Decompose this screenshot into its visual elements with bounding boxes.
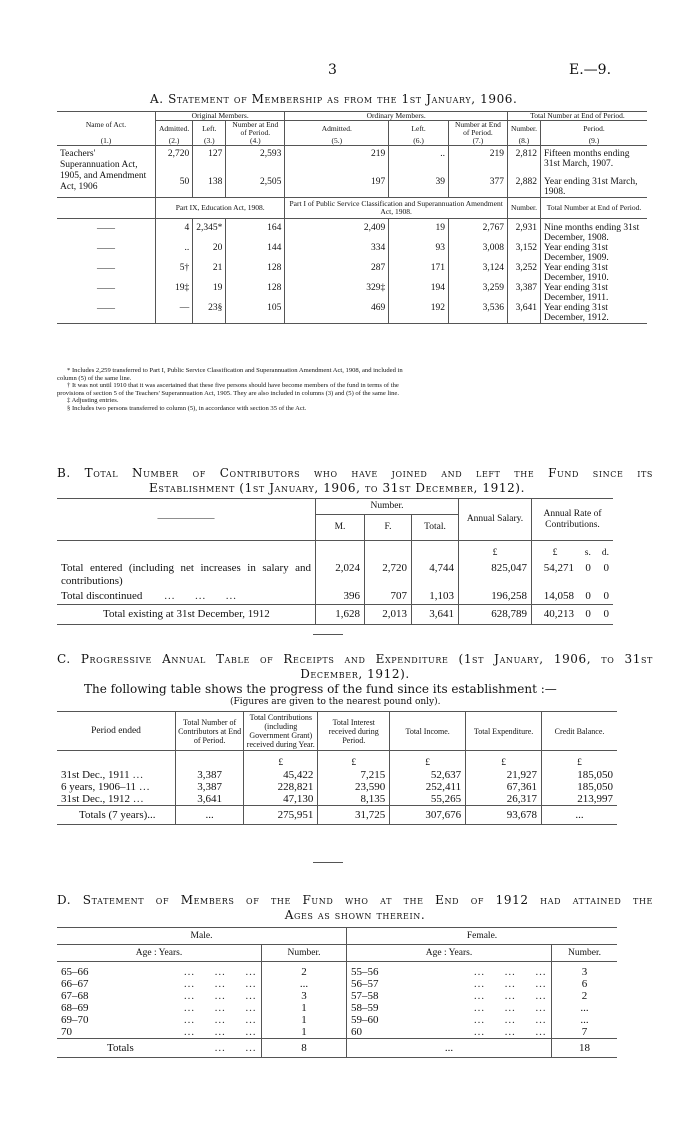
table-row [57, 303, 647, 324]
cell: .. [389, 146, 449, 170]
contributors-table [57, 498, 613, 625]
cell-period: Year ending 31st December, 1910. [541, 263, 648, 283]
age-cell: 56–57 [351, 978, 379, 990]
hdr-expenditure: Total Expenditure. [466, 712, 542, 751]
section-d-title-line2: Ages as shown therein. [284, 908, 426, 922]
cell: 8,135 [318, 793, 390, 806]
cell: 4,744 [412, 561, 459, 589]
row-label: Total existing at 31st December, 1912 [103, 608, 270, 620]
cell: 228,821 [244, 781, 318, 793]
age-cell: 67–68 [61, 990, 89, 1002]
separator-rule [313, 862, 343, 863]
cell: 2,767 [448, 219, 507, 244]
section-d-title-line1: D. Statement of Members of the Fund who at the End of 1912 had attained the [57, 893, 653, 907]
cell: 707 [365, 589, 412, 605]
cell: 5† [156, 263, 193, 283]
cell: 19‡ [156, 283, 193, 303]
cell: 252,411 [390, 781, 466, 793]
section-c-title-line2: December, 1912). [300, 667, 410, 681]
unit-s: s. [584, 548, 591, 558]
cell: 50 [156, 169, 193, 198]
cell: 3,387 [507, 283, 540, 303]
hdr-m: M. [316, 515, 365, 541]
age-cell: 65–66 [61, 966, 89, 978]
cell: 3,641 [176, 793, 244, 806]
hdr-part-ix: Part IX, Education Act, 1908. [156, 198, 285, 219]
cell: 52,637 [390, 769, 466, 781]
cell: 2 [552, 990, 618, 1002]
footnote: † It was not until 1910 that it was ascertained that these five persons should have become members of the fund in terms of the [67, 382, 399, 390]
hdr-number: Number. [262, 945, 347, 962]
age-cell: 55–56 [351, 966, 379, 978]
cell: 334 [285, 243, 389, 263]
col-name-of-act: Name of Act. [85, 119, 127, 129]
receipts-table [57, 711, 617, 825]
hdr-total: Total. [412, 515, 459, 541]
cell: 2 [262, 962, 347, 979]
cell: 93 [389, 243, 449, 263]
table-row: 66–67 … … … ... 56–57 … … … 6 [57, 978, 617, 990]
section-b-title [57, 466, 653, 496]
table-row [57, 793, 617, 806]
cell: 26,317 [466, 793, 542, 806]
cell: 307,676 [390, 806, 466, 825]
separator-rule [313, 634, 343, 635]
col-index: (7.) [448, 137, 507, 146]
cell: 0 [603, 562, 609, 574]
cell: —— [97, 223, 115, 233]
section-d-title [57, 893, 653, 923]
cell: 4 [156, 219, 193, 244]
cell: 144 [226, 243, 285, 263]
cell: 19 [193, 283, 226, 303]
unit-pound: £ [244, 751, 318, 770]
hdr-rate: Annual Rate of Contributions. [532, 499, 614, 541]
cell: 825,047 [459, 561, 532, 589]
col-index: (8.) [507, 137, 540, 146]
table-row: 68–69 … … … 1 58–59 … … … ... [57, 1002, 617, 1014]
cell: 0 [603, 590, 609, 602]
cell: 128 [226, 263, 285, 283]
cell: 185,050 [542, 781, 617, 793]
cell: 185,050 [542, 769, 617, 781]
col-index: (9.) [541, 137, 648, 146]
cell: .. [156, 243, 193, 263]
hdr-number-end: Number at End of Period. [226, 121, 285, 138]
cell: 1 [262, 1026, 347, 1039]
hdr-contributors: Total Number of Contributors at End of Period. [176, 712, 244, 751]
cell-period: Year ending 31st December, 1912. [541, 303, 648, 324]
cell: 329‡ [285, 283, 389, 303]
cell-period: Nine months ending 31st December, 1908. [541, 219, 648, 244]
row-label: 6 years, 1906–11 … [61, 781, 151, 793]
footnote: § Includes two persons transferred to column (5), in accordance with section 35 of the Act. [67, 404, 307, 412]
hdr-f: F. [365, 515, 412, 541]
hdr-number: Number. [316, 499, 459, 515]
cell: 469 [285, 303, 389, 324]
cell: 396 [316, 589, 365, 605]
col-total-end: Total Number at End of Period. [507, 112, 647, 121]
row-label: Totals (7 years)... [79, 809, 156, 821]
cell: 3,252 [507, 263, 540, 283]
cell: —— [97, 263, 115, 273]
footnote: * Includes 2,259 transferred to Part I, Public Service Classification and Superannuation Amendment Act, 1908, and included in [67, 367, 403, 374]
cell: 194 [389, 283, 449, 303]
table-row [57, 243, 647, 263]
cell: 19 [389, 219, 449, 244]
unit-d: d. [601, 548, 609, 558]
cell: 2,812 [507, 146, 540, 170]
cell-period: Year ending 31st December, 1911. [541, 283, 648, 303]
cell: 14,058 [532, 589, 578, 605]
placeholder-dash: —————— [157, 514, 215, 524]
cell: 20 [193, 243, 226, 263]
cell: 128 [226, 283, 285, 303]
col-index: (2.) [156, 137, 193, 146]
col-original-members: Original Members. [156, 112, 285, 121]
age-cell: 68–69 [61, 1002, 89, 1014]
table-row [57, 146, 647, 170]
hdr-interest: Total Interest received during Period. [318, 712, 390, 751]
cell: 18 [552, 1039, 618, 1058]
cell: 3,152 [507, 243, 540, 263]
cell: 127 [193, 146, 226, 170]
section-c-title [57, 652, 653, 682]
page-number: 3 [328, 62, 337, 78]
cell: ... [176, 806, 244, 825]
age-cell: 70 [61, 1026, 72, 1038]
cell: 2,720 [156, 146, 193, 170]
table-row [57, 283, 647, 303]
cell: —— [97, 303, 115, 313]
hdr-credit: Credit Balance. [542, 712, 617, 751]
hdr-number-end: Number at End of Period. [448, 121, 507, 138]
cell: 3 [262, 990, 347, 1002]
cell: 138 [193, 169, 226, 198]
cell: 21 [193, 263, 226, 283]
col-index: (3.) [193, 137, 226, 146]
cell: 219 [448, 146, 507, 170]
section-a-title: A. Statement of Membership as from the 1st January, 1906. [150, 92, 518, 106]
table-row [57, 561, 613, 589]
intro-text: The following table shows the progress of the fund since its establishment :— [84, 682, 557, 696]
cell: 164 [226, 219, 285, 244]
col-ordinary-members: Ordinary Members. [285, 112, 508, 121]
cell: 1 [262, 1002, 347, 1014]
cell: 8 [262, 1039, 347, 1058]
table-row: 65–66 … … … 2 55–56 … … … 3 [57, 962, 617, 979]
cell: 2,024 [316, 561, 365, 589]
table-row: 70 … … … 1 60 … … … 7 [57, 1026, 617, 1039]
section-b-title-line2: Establishment (1st January, 1906, to 31st December, 1912). [149, 481, 525, 495]
hdr-left: Left. [389, 121, 449, 138]
hdr-age: Age : Years. [135, 948, 183, 958]
cell: 3,387 [176, 781, 244, 793]
table-row: 67–68 … … … 3 57–58 … … … 2 [57, 990, 617, 1002]
cell: 23§ [193, 303, 226, 324]
section-b-title-line1: B. Total Number of Contributors who have joined and left the Fund since its [57, 466, 653, 480]
cell: 55,265 [390, 793, 466, 806]
cell: 3,641 [412, 605, 459, 625]
cell: 377 [448, 169, 507, 198]
age-cell: 66–67 [61, 978, 89, 990]
section-c-title-line1: C. Progressive Annual Table of Receipts and Expenditure (1st January, 1906, to 31st [57, 652, 653, 666]
ages-table [57, 927, 617, 1058]
hdr-left: Left. [193, 121, 226, 138]
cell: 2,345* [193, 219, 226, 244]
cell: 3,124 [448, 263, 507, 283]
unit-pound: £ [390, 751, 466, 770]
cell: 2,931 [507, 219, 540, 244]
hdr-female: Female. [347, 928, 618, 945]
col-index: (1.) [100, 136, 112, 145]
cell: 47,130 [244, 793, 318, 806]
cell: 171 [389, 263, 449, 283]
cell: 2,013 [365, 605, 412, 625]
col-index: (4.) [226, 137, 285, 146]
cell: 197 [285, 169, 389, 198]
table-row: 69–70 … … … 1 59–60 … … … ... [57, 1014, 617, 1026]
cell: 45,422 [244, 769, 318, 781]
row-label: Total discontinued … … … [61, 590, 238, 602]
cell: 67,361 [466, 781, 542, 793]
cell: 54,271 [532, 561, 578, 589]
cell: 213,997 [542, 793, 617, 806]
cell: 2,505 [226, 169, 285, 198]
row-label: Total entered (including net increases in salary and contributions) [61, 562, 311, 587]
hdr-contributions: Total Contributions (including Government Grant) received during Year. [244, 712, 318, 751]
cell: 628,789 [459, 605, 532, 625]
cell-period: Year ending 31st December, 1909. [541, 243, 648, 263]
table-row [57, 263, 647, 283]
unit-pound: £ [466, 751, 542, 770]
age-cell: 60 [351, 1026, 362, 1038]
cell: 192 [389, 303, 449, 324]
cell: 2,409 [285, 219, 389, 244]
cell: 196,258 [459, 589, 532, 605]
cell: 93,678 [466, 806, 542, 825]
cell: 3 [552, 962, 618, 979]
cell: 3,259 [448, 283, 507, 303]
unit-pound: £ [542, 751, 617, 770]
membership-table [57, 111, 647, 324]
page-reference: E.—9. [569, 62, 612, 78]
cell: —— [97, 243, 115, 253]
age-cell: 59–60 [351, 1014, 379, 1026]
cell: 1,103 [412, 589, 459, 605]
footnote: column (5) of the same line. [57, 374, 132, 382]
age-cell: 58–59 [351, 1002, 379, 1014]
hdr-number: Number. [507, 121, 540, 138]
cell-period: Fifteen months ending 31st March, 1907. [541, 146, 648, 170]
cell: ... [262, 978, 347, 990]
cell: ... [552, 1014, 618, 1026]
cell: —— [97, 283, 115, 293]
cell: — [156, 303, 193, 324]
age-cell: 69–70 [61, 1014, 89, 1026]
cell: 40,213 [532, 605, 578, 625]
table-row [57, 219, 647, 244]
hdr-period: Period. [541, 121, 648, 138]
cell: 219 [285, 146, 389, 170]
cell: 1 [262, 1014, 347, 1026]
cell: ... [552, 1002, 618, 1014]
cell: 39 [389, 169, 449, 198]
unit-pound: £ [459, 541, 532, 562]
cell: 105 [226, 303, 285, 324]
unit-pound: £ [532, 541, 578, 562]
table-row [57, 605, 613, 625]
figures-note: (Figures are given to the nearest pound only). [230, 697, 441, 707]
cell: 3,641 [507, 303, 540, 324]
totals-label: Totals [107, 1042, 134, 1054]
cell: 0 [603, 608, 609, 620]
cell: 31,725 [318, 806, 390, 825]
act-name: Teachers' Superannuation Act, 1905, and Amendment Act, 1906 [60, 149, 147, 192]
hdr-age: Age : Years. [347, 945, 552, 962]
cell-period: Year ending 31st March, 1908. [541, 169, 648, 198]
hdr-male: Male. [190, 931, 213, 941]
cell: 287 [285, 263, 389, 283]
hdr-salary: Annual Salary. [459, 499, 532, 541]
cell: 0 [585, 590, 591, 602]
totals-row: Totals … … 8 ... 18 [57, 1039, 617, 1058]
hdr-admitted: Admitted. [285, 121, 389, 138]
table-row [57, 589, 613, 605]
cell: 2,593 [226, 146, 285, 170]
col-index: (5.) [285, 137, 389, 146]
cell: 2,882 [507, 169, 540, 198]
cell: 2,720 [365, 561, 412, 589]
cell: 23,590 [318, 781, 390, 793]
hdr-total-end: Total Number at End of Period. [541, 198, 648, 219]
footnote: provisions of section 5 of the Teachers' Superannuation Act, 1905. They are also included in columns (3) and (5) of the same line. [57, 389, 399, 397]
cell: 3,008 [448, 243, 507, 263]
cell: 7 [552, 1026, 618, 1039]
hdr-number: Number. [507, 198, 540, 219]
table-row [57, 781, 617, 793]
cell: 1,628 [316, 605, 365, 625]
table-row [57, 769, 617, 781]
age-cell: 57–58 [351, 990, 379, 1002]
cell: 7,215 [318, 769, 390, 781]
cell: 6 [552, 978, 618, 990]
cell: ... [542, 806, 617, 825]
cell: ... [347, 1039, 552, 1058]
hdr-admitted: Admitted. [156, 121, 193, 138]
cell: 21,927 [466, 769, 542, 781]
hdr-income: Total Income. [390, 712, 466, 751]
cell: 0 [585, 608, 591, 620]
row-label: 31st Dec., 1911 … [61, 769, 145, 781]
col-index: (6.) [389, 137, 449, 146]
row-label: 31st Dec., 1912 … [61, 793, 145, 805]
cell: 3,536 [448, 303, 507, 324]
cell: 275,951 [244, 806, 318, 825]
hdr-number: Number. [552, 945, 618, 962]
unit-pound: £ [318, 751, 390, 770]
footnotes [57, 367, 657, 413]
hdr-part-i: Part I of Public Service Classification and Superannuation Amendment Act, 1908. [285, 198, 508, 219]
footnote: ‡ Adjusting entries. [67, 397, 119, 405]
totals-row [57, 806, 617, 825]
cell: 3,387 [176, 769, 244, 781]
cell: 0 [585, 562, 591, 574]
hdr-period: Period ended [91, 725, 141, 736]
